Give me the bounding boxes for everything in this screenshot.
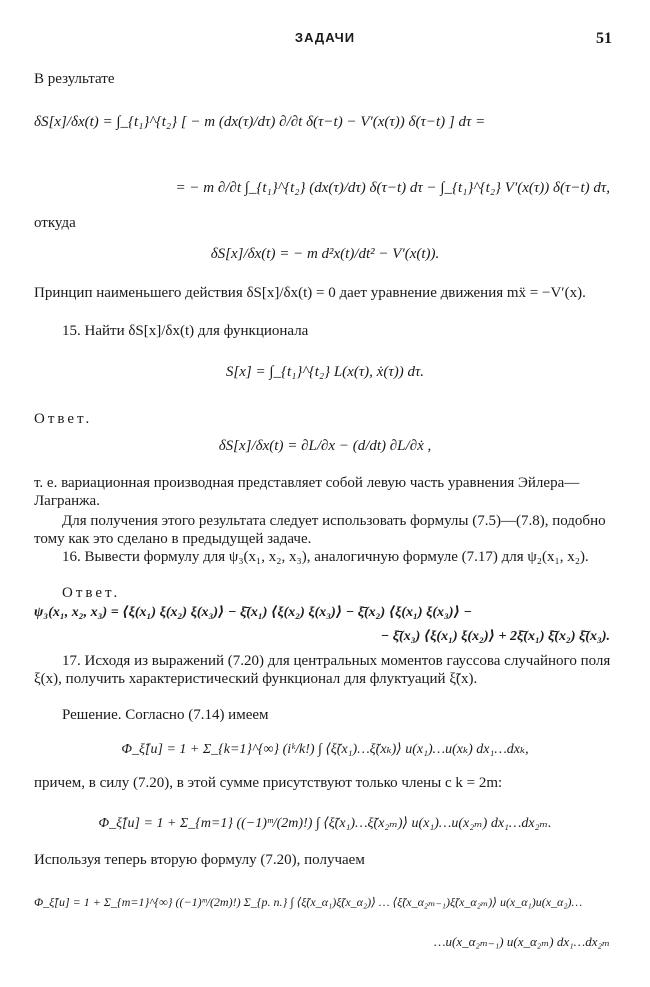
equation: …u(x_α₂ₘ₋₁) u(x_α₂ₘ) dx₁…dx₂ₘ [433,934,610,949]
equation: ψ₃(x₁, x₂, x₃) = ⟨ξ(x₁) ξ(x₂) ξ(x₃)⟩ − ξ̄(x₁) ⟨ξ(x₂) ξ(x₃)⟩ − ξ̄(x₂) ⟨ξ(x₁) ξ(x₃)⟩ − [34,605,472,620]
equation: = − m ∂/∂t ∫_{t₁}^{t₂} (dx(τ)/dτ) δ(τ−t) dτ − ∫_{t₁}^{t₂} V′(x(τ)) δ(τ−t) dτ, [175,180,610,196]
text-line: причем, в силу (7.20), в этой сумме присутствуют только члены с k = 2m: [34,775,503,791]
paragraph: Принцип наименьшего действия δS[x]/δx(t) = 0 дает уравнение движения mẍ = −V′(x). [34,285,586,301]
paragraph: т. е. вариационная производная представляет собой левую часть уравнения Эйлера—Лагранжа. [34,475,580,509]
text-line: откуда [34,215,76,231]
equation: S[x] = ∫_{t₁}^{t₂} L(x(τ), ẋ(τ)) dτ. [225,364,425,380]
equation: Φ_ξ̃[u] = 1 + Σ_{m=1} ((−1)ᵐ/(2m)!) ∫ ⟨ξ̃(x₁)…ξ̃(x₂ₘ)⟩ u(x₁)…u(x₂ₘ) dx₁…dx₂ₘ. [98,816,552,831]
solution-intro: Решение. Согласно (7.14) имеем [62,707,269,723]
equation: δS[x]/δx(t) = ∫_{t₁}^{t₂} [ − m (dx(τ)/dτ) ∂/∂t δ(τ−t) − V′(x(τ)) δ(τ−t) ] dτ = [34,114,486,130]
answer-label: Ответ. [62,585,121,601]
running-header: ЗАДАЧИ [294,30,356,45]
page-number: 51 [596,30,612,47]
equation: − ξ̄(x₃) ⟨ξ(x₁) ξ(x₂)⟩ + 2ξ̄(x₁) ξ̄(x₂) ξ̄(x₃). [380,629,610,644]
problem-17-statement: 17. Исходя из выражений (7.20) для центральных моментов гауссова случайного поля ξ(x), получить характеристический функционал для флуктуаций ξ̃(x). [34,653,611,687]
problem-15-statement: 15. Найти δS[x]/δx(t) для функционала [62,323,309,339]
answer-label: Ответ. [34,411,93,427]
problem-16-statement: 16. Вывести формулу для ψ₃(x₁, x₂, x₃), аналогичную формуле (7.17) для ψ₂(x₁, x₂). [62,549,589,565]
text-line: Используя теперь вторую формулу (7.20), получаем [34,852,365,868]
paragraph: Для получения этого результата следует использовать формулы (7.5)—(7.8), подобно тому как это сделано в предыдущей задаче. [34,513,606,547]
text-line: В результате [34,71,115,87]
equation: Φ_ξ̃[u] = 1 + Σ_{m=1}^{∞} ((−1)ᵐ/(2m)!) Σ_{р. п.} ∫ ⟨ξ̃(x_α₁)ξ̃(x_α₂)⟩ … ⟨ξ̃(x_α₂ₘ₋₁)ξ̃(x_α₂ₘ)⟩ u(x_α₁)u(x_α₂)… [34,895,583,909]
equation: δS[x]/δx(t) = ∂L/∂x − (d/dt) ∂L/∂ẋ , [218,438,432,454]
equation: Φ_ξ̃[u] = 1 + Σ_{k=1}^{∞} (iᵏ/k!) ∫ ⟨ξ̃(x₁)…ξ̃(xₖ)⟩ u(x₁)…u(xₖ) dx₁…dxₖ, [121,742,529,757]
equation: δS[x]/δx(t) = − m d²x(t)/dt² − V′(x(t)). [210,246,440,262]
